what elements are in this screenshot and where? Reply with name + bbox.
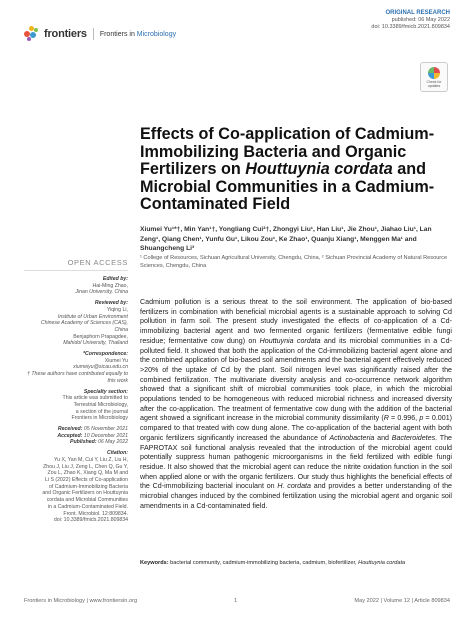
abstract-text: Cadmium pollution is a serious threat to the soil environment. The application of bio-based fertilizers in combination with beneficial microbial agents is a sustainable approach to solving Cd pollution in farm soil. The present study investigated the effects of co-application of a Cd-immobilizing bacterial agent and two fermented organic fertilizers (fermentative edible fungi residue; fermentative cow dung) on Houttuynia cordata and its microbial communities in a Cd-polluted field. It showed that both the application of the Cd-immobilizing bacterial agent alone and the combined application of bio-based soil amendments and the bacterial agent effectively reduced >20% of the uptake of Cd by the plant. Soil nitrogen level was significantly raised after the combined fertilization. The multivariate diversity analysis and co-occurrence network algorithm showed that a significant shift of microbial communities took place, in which the microbial populations tended to be homogeneous with reduced microbial richness and increased diversity after the co-application. The treatment of fermentative cow dung with the addition of the bacterial agent showed a significant increase in the microbial community dissimilarity (R = 0.996, p = 0.001) compared to that treated with cow dung alone. The co-application of the bacterial agent with both organic fertilizers significantly increased the abundance of Actinobacteria and Bacteroidetes. The FAPROTAX soil functional analysis revealed that the introduction of the microbial agent could potentially suppress human pathogenic microorganisms in the field fertilized with edible fungi residue. It also showed that the microbial agent can reduce the nitrite oxidation function in the soil when applied alone or with the organic fertilizers. Our study thus highlights the beneficial effects of the Cd-immobilizing bacterial inoculant on H. cordata and provides a better understanding of the microbial changes induced by the combined fertilization using the microbial agent and organic soil amendments in a Cd-contaminated field. xyxy=(140,298,452,510)
published-date: published: 06 May 2022 xyxy=(391,17,450,23)
doi-link[interactable]: doi: 10.3389/fmicb.2021.809834 xyxy=(371,24,450,30)
affiliations: ¹ College of Resources, Sichuan Agricultural University, Chengdu, China, ² Sichuan Provincial Academy of Natural Resource Sciences, Chengdu, China xyxy=(140,255,448,269)
footer-journal-url[interactable]: Frontiers in Microbiology | www.frontiersin.org xyxy=(24,598,138,604)
crossmark-label: Check for updates xyxy=(426,80,442,88)
article-meta xyxy=(371,10,450,31)
keywords: Keywords: bacterial community, cadmium-immobilizing bacteria, cadmium, biofertilizer, Houttuynia cordata xyxy=(140,560,406,566)
footer-issue: May 2022 | Volume 12 | Article 809834 xyxy=(354,598,450,604)
crossmark-icon xyxy=(428,67,440,79)
left-divider xyxy=(24,270,128,271)
journal-name: Frontiers in Microbiology xyxy=(99,30,177,38)
frontiers-logo-icon xyxy=(24,26,40,42)
author-list: Xiumei Yu¹*†, Min Yan¹†, Yongliang Cui²†, Zhongyi Liu¹, Han Liu¹, Jie Zhou¹, Jiahao Liu¹, Lan Zeng¹, Qiang Chen¹, Yunfu Gu¹, Likou Zou¹, Ke Zhao¹, Quanju Xiang¹, Menggen Ma¹ and Shuangcheng Li³ xyxy=(140,226,432,253)
open-access-label: OPEN ACCESS xyxy=(67,258,128,267)
journal-header xyxy=(24,26,176,42)
page-number: 1 xyxy=(234,598,238,604)
header-divider xyxy=(93,28,94,40)
crossmark-badge[interactable] xyxy=(420,62,448,92)
correspondence-email[interactable]: xiumeiyu@sicau.edu.cn xyxy=(73,364,128,371)
article-type: ORIGINAL RESEARCH xyxy=(385,10,450,16)
article-title: Effects of Co-application of Cadmium-Immobilizing Bacteria and Organic Fertilizers on Houttuynia cordata and Microbial Communities in a Cadmium-Contaminated Field xyxy=(140,125,435,213)
brand-name: frontiers xyxy=(44,28,87,40)
editor-info: Edited by: Hai-Ming Zhao, Jinan University, China Reviewed by: Yiqing Li, Institute of Urban Environment Chinese Academy of Sciences (CAS), China Benjaphorn Prapagdee, Mahidol University, Thailand *Correspondence: Xiumei Yu xiumeiyu@sicau.edu.cn † These authors have contributed equally to this work Specialty section: This article was submitted to Terrestrial Microbiology, a section of the journal Frontiers in Microbiology Received: 05 November 2021 Accepted: 10 December 2021 Published: 06 May 2022 Citation: Yu X, Yan M, Cui Y, Liu Z, Liu H, Zhou J, Liu J, Zeng L, Chen Q, Gu Y, Zou L, Zhao K, Xiang Q, Ma M and Li S (2022) Effects of Co-application of Cadmium-Immobilizing Bacteria and Organic Fertilizers on Houttuynia cordata and Microbial Communities in a Cadmium-Contaminated Field. Front. Microbiol. 12:809834. doi: 10.3389/fmicb.2021.809834 xyxy=(24,276,128,524)
